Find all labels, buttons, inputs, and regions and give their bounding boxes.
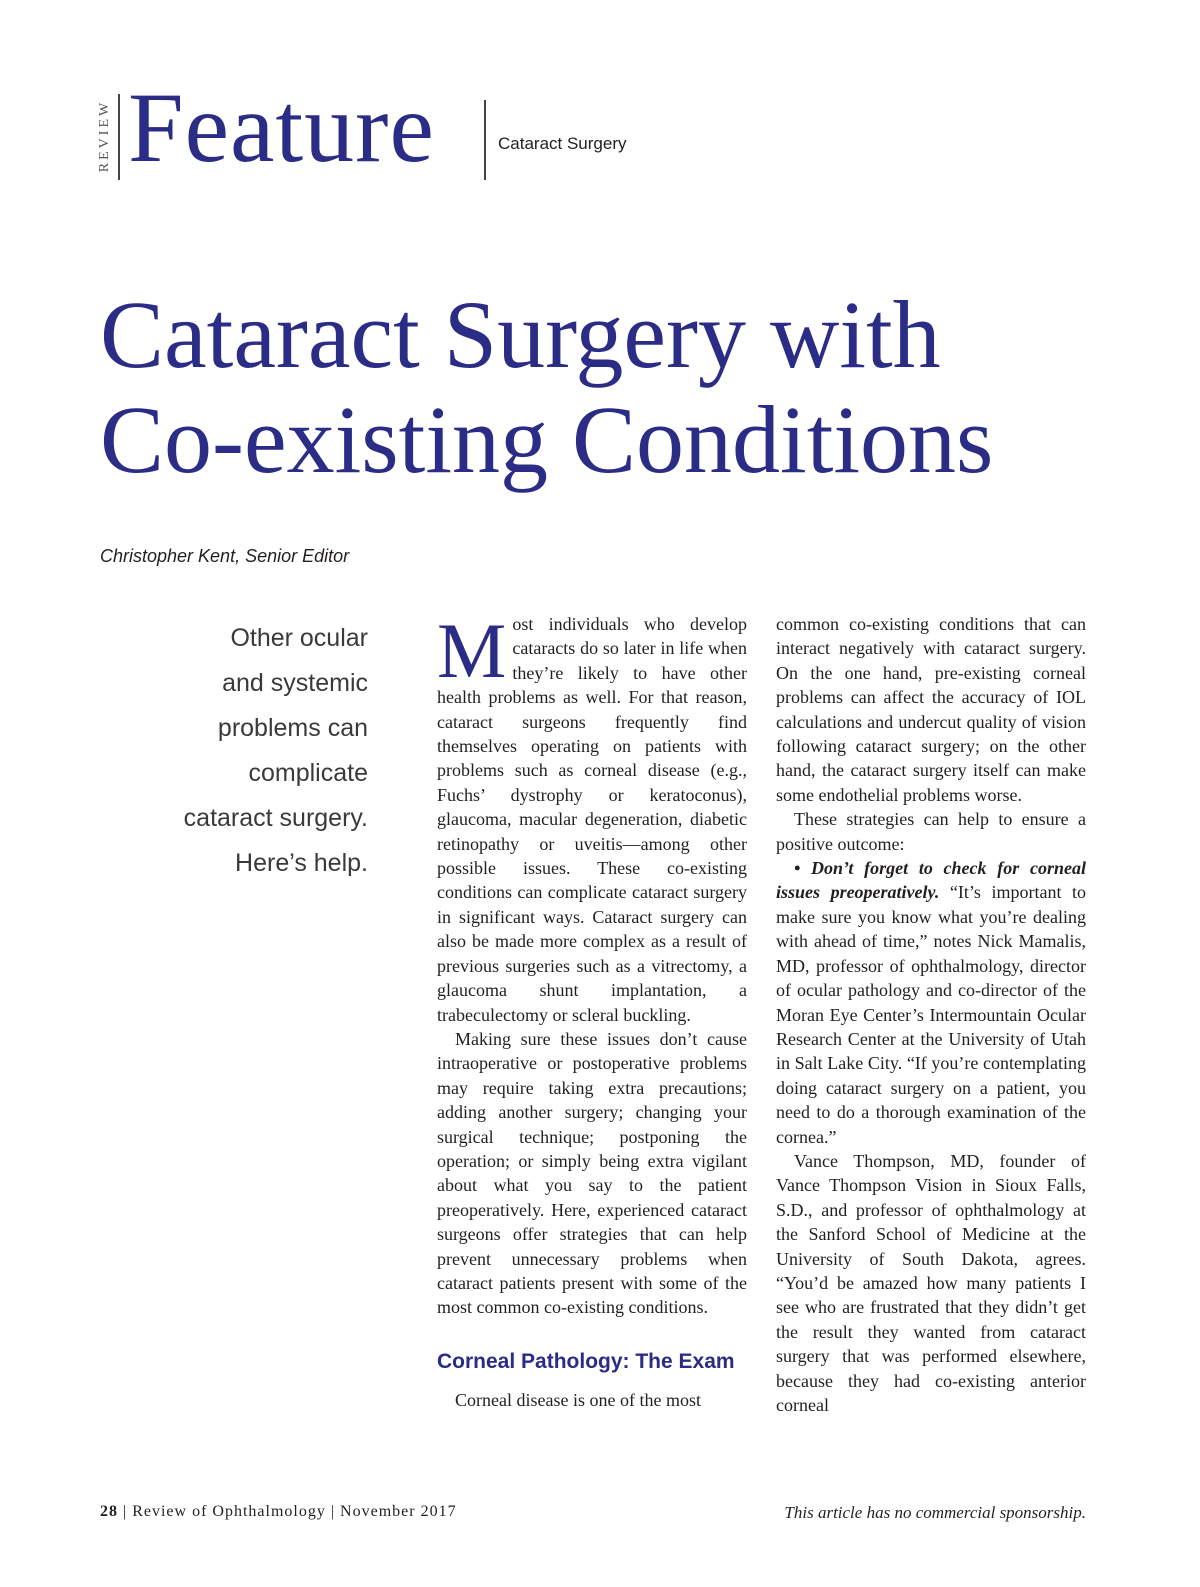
- body-paragraph: common co-existing conditions that can interact negatively with cataract surgery. On the one hand, pre-existing corneal problems can affect the accuracy of IOL calculations and undercut quality of vision following cataract surgery; on the other hand, the cataract surgery itself can make some endothelial problems worse.: [776, 614, 1086, 805]
- deck-line: Here’s help.: [235, 849, 368, 877]
- deck-line: problems can: [217, 714, 368, 742]
- deck-line: Other ocular: [230, 624, 368, 652]
- bullet-lead: • Don’t forget to check for corneal issues preoperatively.: [776, 858, 1086, 903]
- deck-line: cataract surgery.: [183, 804, 368, 832]
- folio-text: | Review of Ophthalmology | November 2017: [118, 1503, 457, 1520]
- article-title: [100, 282, 1120, 492]
- byline: Christopher Kent, Senior Editor: [100, 546, 350, 566]
- feature-heading: Feature: [128, 72, 435, 183]
- subhead: Corneal Pathology: The Exam: [437, 1349, 735, 1373]
- deck: [108, 616, 368, 886]
- header-divider-right: [484, 100, 486, 180]
- deck-line: and systemic: [222, 669, 368, 697]
- bullet-text: “It’s important to make sure you know what you’re dealing with ahead of time,” notes Nick Mamalis, MD, professor of ophthalmology, director of ocular pathology and co-director of the Moran Eye Center’s Intermountain Ocular Research Center at the University of Utah in Salt Lake City. “If you’re contemplating doing cataract surgery on a patient, you need to do a thorough examination of the cornea.”: [776, 882, 1086, 1147]
- review-label: REVIEW: [97, 99, 112, 173]
- body-paragraph: These strategies can help to ensure a positive outcome:: [776, 809, 1086, 854]
- title-line-2: Co-existing Conditions: [100, 386, 994, 493]
- page-folio: [100, 1503, 457, 1521]
- body-paragraph: Vance Thompson, MD, founder of Vance Thompson Vision in Sioux Falls, S.D., and professor of ophthalmology at the Sanford School of Medicine at the University of South Dakota, agrees. “You’d be amazed how many patients I see who are frustrated that they didn’t get the result they wanted from cataract surgery that was performed elsewhere, because they had co-existing anterior corneal: [776, 1150, 1086, 1415]
- drop-cap: M: [437, 607, 507, 694]
- page-number: 28: [100, 1503, 118, 1520]
- body-column-2: [776, 612, 1086, 1417]
- bullet-paragraph: [776, 856, 1086, 1149]
- sponsorship-note: This article has no commercial sponsorship.: [784, 1503, 1086, 1522]
- body-paragraph: Making sure these issues don’t cause intraoperative or postoperative problems may require taking extra precautions; adding another surgery; changing your surgical technique; postponing the operation; or simply being extra vigilant about what you say to the patient preoperatively. Here, experienced cataract surgeons offer strategies that can help prevent unnecessary problems when cataract patients present with some of the most common co-existing conditions.: [437, 1028, 747, 1318]
- feature-header: [97, 72, 700, 184]
- title-line-1: Cataract Surgery with: [100, 281, 941, 388]
- header-divider-left: [118, 94, 120, 180]
- body-paragraph: [437, 607, 747, 1027]
- section-label: Cataract Surgery: [498, 134, 627, 153]
- paragraph-text: ost individuals who develop cataracts do so later in life when they’re likely to have other health problems as well. For that reason, cataract surgeons frequently find themselves operating on patients with problems such as corneal disease (e.g., Fuchs’ dystrophy or keratoconus), glaucoma, macular degeneration, diabetic retinopathy or uveitis—among other possible issues. These co-existing conditions can complicate cataract surgery in significant ways. Cataract surgery can also be made more complex as a result of previous surgeries such as a vitrectomy, a glaucoma shunt implantation, a trabeculectomy or scleral buckling.: [437, 614, 747, 1025]
- deck-line: complicate: [248, 759, 368, 787]
- body-paragraph: Corneal disease is one of the most: [455, 1390, 701, 1411]
- body-column-1: [437, 607, 747, 1413]
